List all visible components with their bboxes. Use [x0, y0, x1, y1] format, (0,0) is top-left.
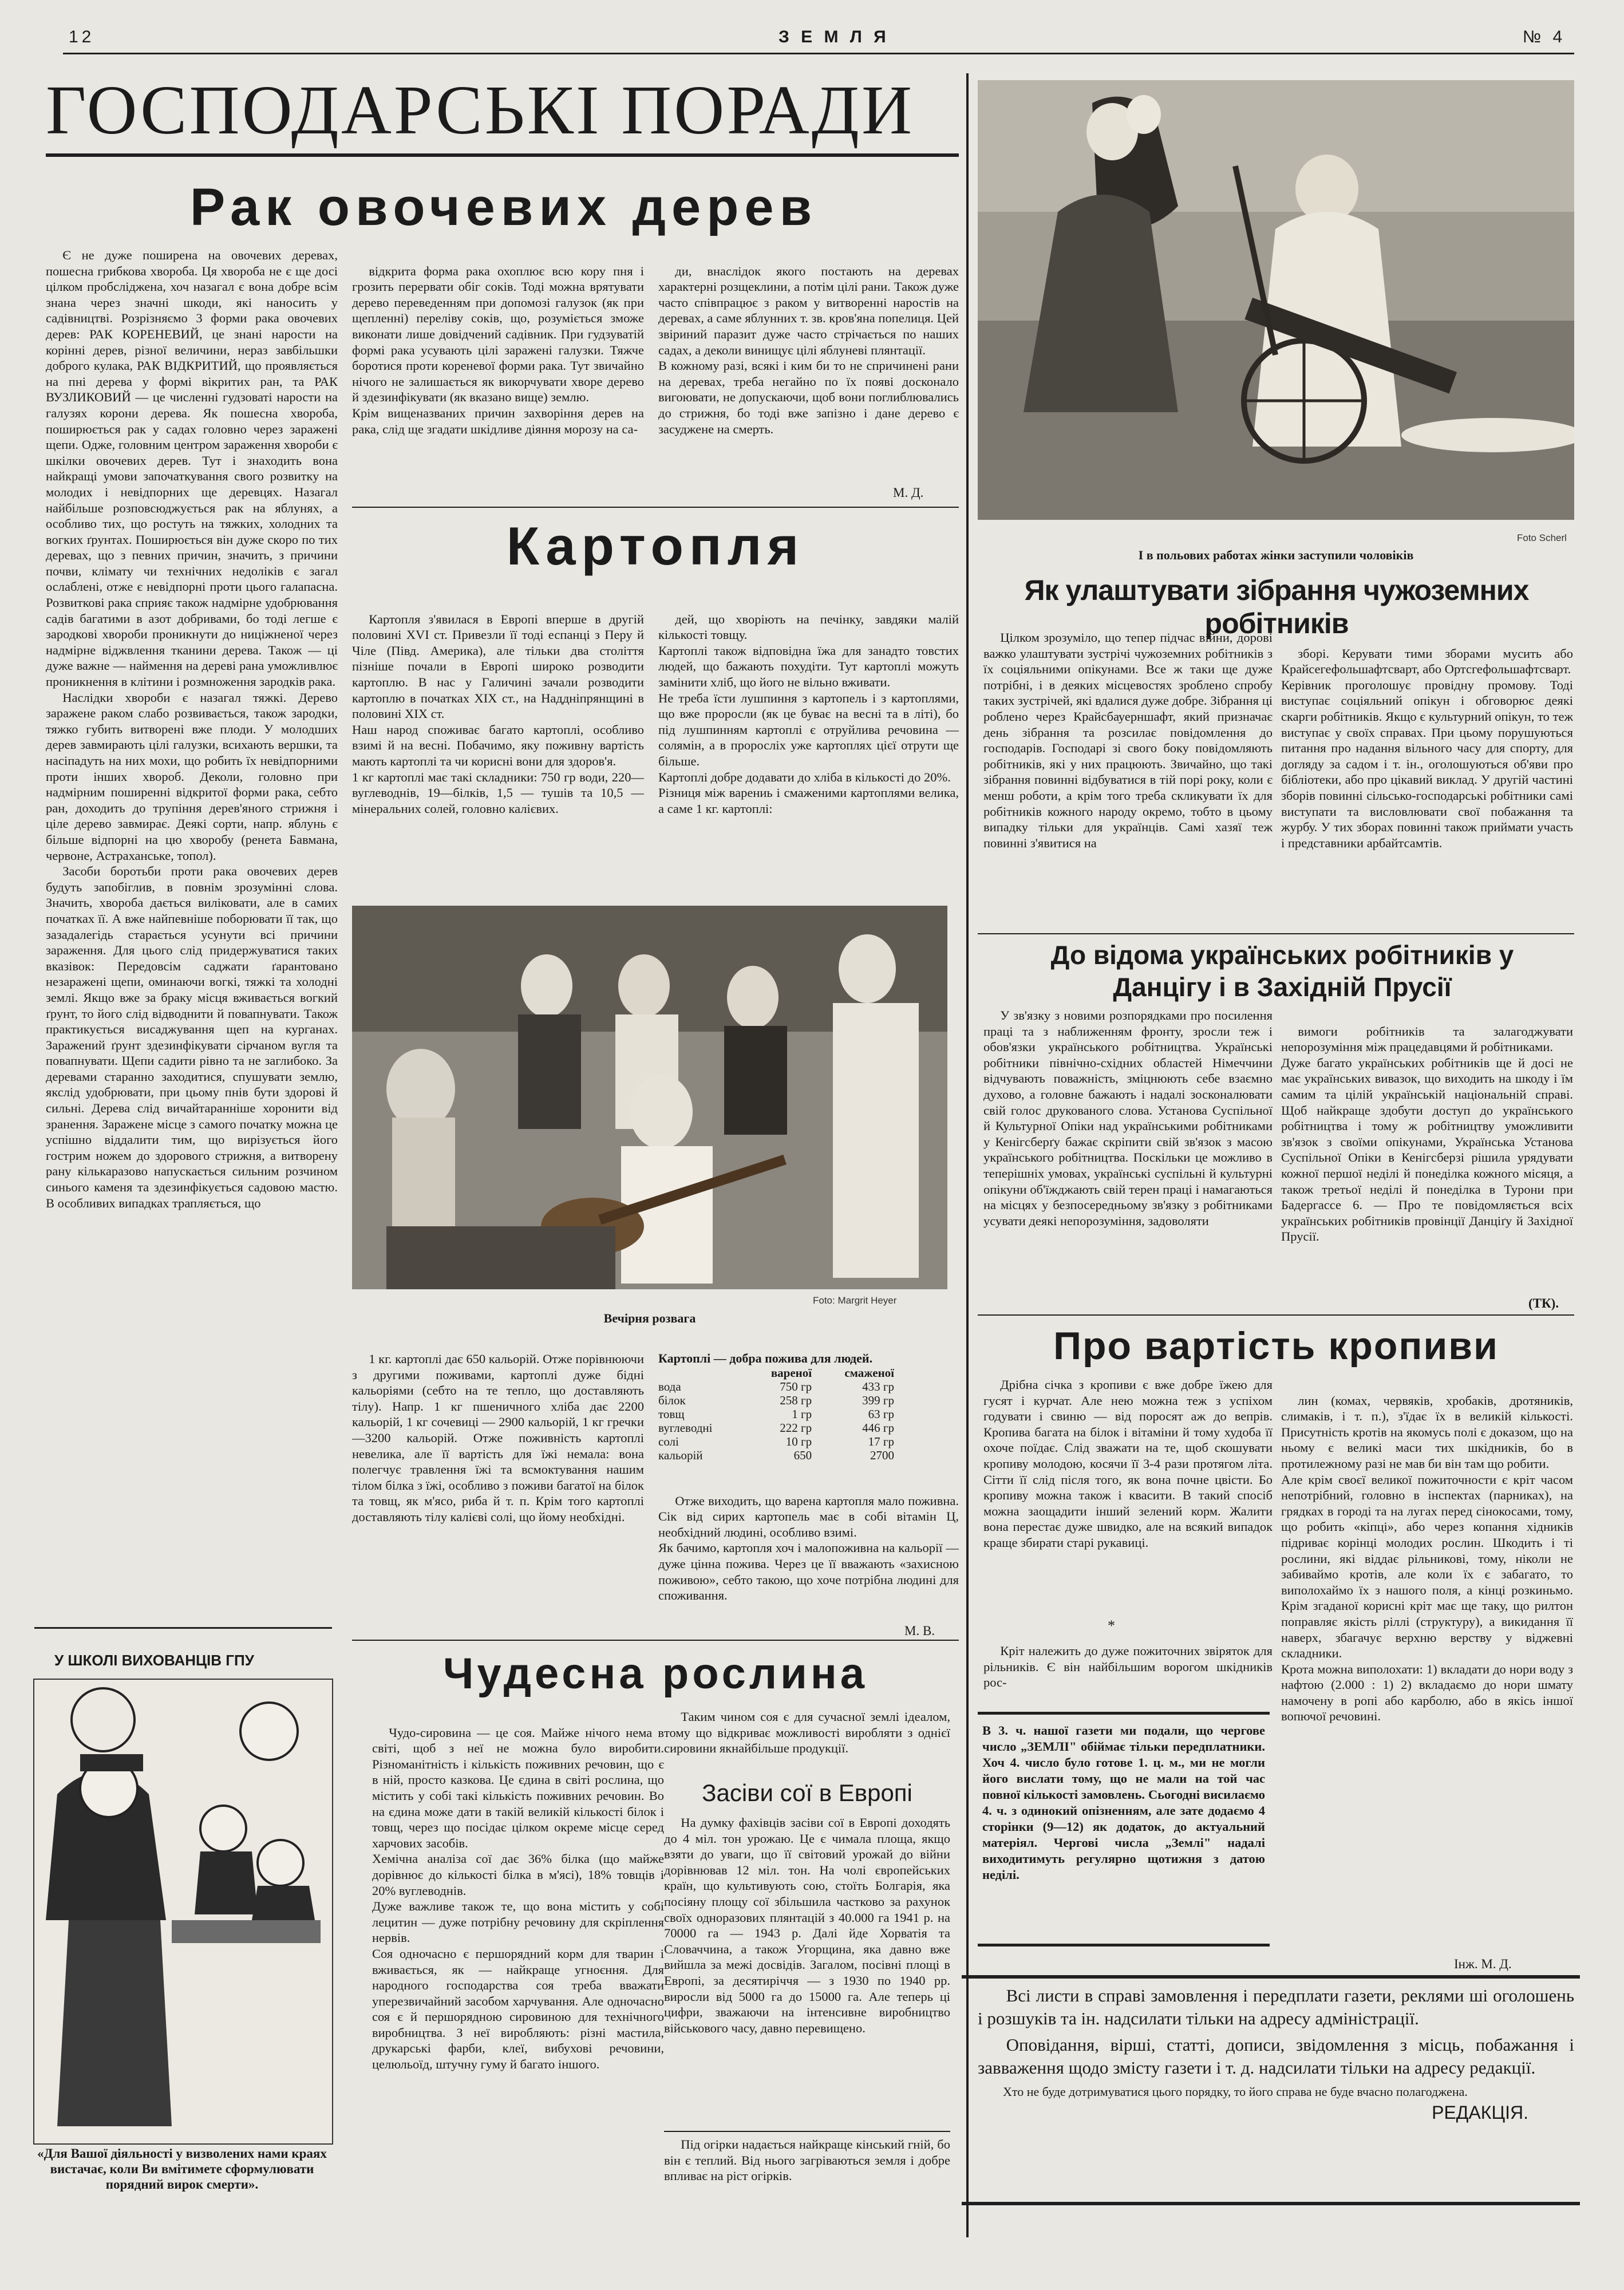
- star-separator: *: [1108, 1617, 1115, 1634]
- rak-bottom-rule: [34, 1627, 332, 1629]
- kropyva-col1-text: Дрібна січка з кропиви є вже добрe їжею для гусят і курчат. Але нею можна теж з успіхом годувати і свиню — від поросят аж до вепрів. Кропива багата на білок і вітаміни й тому худоба її охоче поїдає. Слід зважати на те, щоб скошувати кропиву молодою, косячи її 3-4 рази протягом літа. Сітти її слід після того, як вона почне цвісти. Бо кропиву можна також і квасити. В такий спосіб можна заощадити інший зелений корм. Жалити вона перестає дуже швидко, але на всякий випадок краще збирати старі рукавиці.: [983, 1377, 1273, 1550]
- chudesna-col2-text: Таким чином соя є для сучасної землі ідеалом, тому що відкриває можливості виробляти з однієї сировини якнайбільше продукції.: [664, 1709, 950, 1756]
- kartoplia-col4-text: Отже виходить, що варена картопля мало поживна. Сік від сирих картопель має в собі вітамін Ц, необхідний людині, особливо взимі. Як бачимо, картопля хоч і малопоживна на кальорії — дуже цінна пожива. Через це її вважають «захисною поживою», себто такою, що хоче потрібна людині для споживання.: [658, 1493, 959, 1603]
- header-rule: [63, 53, 1574, 54]
- editorial-p1: Всі листи в справі замовлення і передплати газети, реклями ші оголошень і розшуків та ін. надсилати тільки на адресу адміністрації.: [978, 1985, 1574, 2028]
- rak-col1-p1: Є не дуже поширена на овочевих деревах, пошесна грибкова хвороба. Ця хвороба не є ще досі цілком пробслiджена, хоч назагал є вона добре всім знана через значні шкоди, які наносить у садівництві. Розрізняємо 3 форми рака овочевих дерев: РАК КОРЕНЕВИЙ, це знані нарости на корінні дерев, різної величини, нераз завбільшки доброго кулака, РАК ВІДКРИТИЙ, що проявляється на пні дерева у формі вікритих ран, та РАК ВУЗЛИКОВИЙ — це численні гудзоваті нарости на галузях корони дерева. Як пошесна хвороба, поширюється рак у садах головно через заражені щепи. Одже, головним центром зараження хвороби є шкілки овочевих дерев. Тут і знаходить вона найкращі умови започаткування свого розвитку на молодих і невідпорних ще деревцях. Назагал найбільше розповсюджується рак на яблунях, а особливо тих, що ростуть на тяжких, холодних та вогких ґрунтах. Поширюється він дуже скоро по тих деревах, що з певних причин, значить, з причини почви, клімату чи технічних недоліків є загал ослаблені, отже є невідпорні проти цього галапасна. Розвиткові рака сприяє також надмірне удобрювання садів багатими в азот добривами, бо тоді легше є зародкові хвороби проникнути до ниціжненої через надмірне віджвлення тканини дерева. Також — ці дуже важне — наймення на дереві рана уможливлює проникнення в клітини і розмноження зародків рака.: [46, 248, 338, 689]
- dovidoma-col1: [983, 1008, 1273, 1311]
- kropyva-signature: Інж. М. Д.: [1454, 1957, 1512, 1971]
- nutrition-table-header: [658, 1366, 899, 1380]
- chudesna-col2: [664, 1709, 950, 1783]
- column-divider: [966, 73, 969, 2237]
- chudesna-col1-text: Чудо-сировина — це соя. Майже нічого нема в світі, щоб з неї не можна було виробити. Різноманітність і кількість поживних речовин, що є в ній, просто казкова. Це єдина в світі рослина, що містить у собі такі кількість поживних речовин. Во на єдина може дати в такій великій кількості білок і товщ, через що посідає цілком окреме місце серед харчових засобів. Хемічна аналіза сої дає 36% білка (що майже дорівнює до кількості білка в м'ясі), 18% товщів і 20% вуглеводнів. Дуже важливе також те, що вона містить у собі лецитин — дуже потрібну речовину для скріплення нервів. Соя одночасно є першорядний корм для тварин і вживається, як — найкраще угноєння. Для народного господарства соя треба вважати уперезвичайний засобом харчування. Але одночасно соя є й першорядною сировиною для технічного виробництва. З неї виробляють: різні мастила, друкарські фарби, клеї, вибухові речовини, целюльоїд, штучну гуму й багато іншого.: [372, 1725, 664, 2072]
- robitnyky-col2-text: зборі. Керувати тими зборами мусить або Крайсегефольшафтсварт, або Ортсгефольшафтсварт. Керівник проголошує провідну промову. Тоді виступає соціяльний опікун і обговорює деякі скарги робітників. Якщо є культурний опікун, то теж виступає у своїх справах. При цьому порушуються питання про надання вільного часу для спорту, для догляду за садом і т. ін., оголошуються об'яви про бібліотеки, або про цікавий виклад. У другій частині зборів повинні сільсько-господарські робітники самі виступати та висловлювати свої побажання та журбу. У тих зборах повинні також приймати участь і представники арбайтсамтів.: [1281, 646, 1573, 850]
- chudesna-col2b: [664, 1815, 950, 2129]
- editorial-bottom-rule: [962, 2202, 1580, 2205]
- nutrition-cell: 2700: [870, 1448, 894, 1462]
- chudesna-col2c: [664, 2137, 950, 2200]
- nutrition-cell: 258 гр: [780, 1393, 812, 1407]
- chudesna-col2c-text: Під огірки надається найкраще кінський гній, бо він є теплий. Від нього загріваються земля і добре впливає на ріст огірків.: [664, 2137, 950, 2184]
- nutrition-cell: 446 гр: [862, 1421, 894, 1435]
- notice-text: В 3. ч. нашої газети ми подали, що чергове число „ЗЕМЛІ" обіймає тільки передплатники. Хоч 4. число було готове 1. ц. м., ми не могли його вислати тому, що не мали на той час повної кількості замовлень. Сьогодні висилаємо 4. ч. з одинокий опізненням, але зате додаємо 4 сторінки (9—12) як додаток, до актуальний матеріял. Чергові числа „Землі" надалі виходитимуть регулярно щотижня з датою неділі.: [982, 1723, 1265, 1882]
- robitnyky-col1: [983, 630, 1273, 933]
- nutrition-row: [658, 1393, 899, 1407]
- nutrition-table: [658, 1366, 899, 1462]
- nutrition-row: [658, 1380, 899, 1393]
- kartoplia-col4: [658, 1477, 959, 1620]
- dovidoma-title: До відома українських робітників у Данцігу і в Західній Прусії: [1050, 940, 1514, 1002]
- nutrition-cell: 1 гр: [792, 1407, 812, 1421]
- editorial-signature: РЕДАКЦІЯ.: [1432, 2102, 1528, 2123]
- kropyva-col2-text: лин (комах, червяків, хробаків, дротяників, слимаків, і т. п.), з'їдає їх в великій кількості. Присутність кротів на якомусь полі є доказом, що на ньому є великі маси тих шкідників, бо в протилежному разі не мав би він там що робити. Але крім своєї великої пожиточности є кріт часом непотрібний, головно в інспектах (парниках), на грядках в городі та на лугах перед сінокосами, тому, що робить «кіпці», або через копання хідників підриває корінці молодих рослин. Шкодить і ті рослини, які віддає рільникові, тому, ніколи не забиваймо кротів, але коли їх є забагато, то виполохаймо їх з нашого поля, а кінці розкиньмо. Крім згаданої корисні кріт має ще таку, що рилтон поправляє якість ріллі (структуру), а викидання її наверх, збагачує верхню верству у віджевні складники. Крота можна виполохати: 1) вкладати до нори воду з нафтою (2.000 : 1) 2) вкладаємо до нори шмату намочену в ропі або карболю, або в якісь іншої вопючої речовині.: [1281, 1393, 1573, 1724]
- editorial-block: [978, 1984, 1574, 2202]
- paper-title: З Е М Л Я: [779, 27, 890, 46]
- cartoon-caption: «Для Вашої діяльності у визволених нами краях вистачає, коли Ви вмітимете сформулювати порядний вирок смерти».: [37, 2146, 327, 2192]
- evening-photo-credit: Foto: Margrit Heyer: [813, 1295, 897, 1306]
- chudesna-col1: [372, 1709, 664, 2238]
- field-photo-caption: І в польових работах жінки заступили чоловіків: [1138, 548, 1414, 562]
- rak-end-rule: [352, 507, 959, 508]
- nutrition-cell: солі: [658, 1435, 679, 1448]
- soy-subtitle: Засіви сої в Европі: [702, 1779, 912, 1806]
- editorial-top-rule: [962, 1975, 1580, 1979]
- nutrition-cell: 750 гр: [780, 1380, 812, 1393]
- field-photo-credit: Foto Scherl: [1517, 532, 1567, 543]
- rak-col1: [46, 247, 338, 1617]
- nutrition-cell: 650: [793, 1448, 812, 1462]
- rak-title: Рак овочевих дерев: [189, 178, 818, 236]
- issue-number: № 4: [1523, 27, 1566, 46]
- section-title: ГОСПОДАРСЬКІ ПОРАДИ: [46, 72, 915, 149]
- field-photo-image: [978, 80, 1574, 520]
- editorial-p2: Оповідання, вірші, статті, дописи, звідомлення з місць, побажання і завваження щодо змісту газети і т. д. надсилати тільки на адресу редакції.: [978, 2035, 1574, 2078]
- nutrition-header-cell: смаженої: [844, 1366, 894, 1380]
- nutrition-row: [658, 1407, 899, 1421]
- notice-box: [978, 1712, 1270, 1946]
- kartoplia-col1-text: Картопля з'явилася в Европі вперше в другій половині XVI ст. Привезли її тоді еспанці з Перу й Чіле (Півд. Америка), але тільки два століття пізніше почали в Европі широко розводити картоплю. В нас у Галичині зачали розводити картоплю в початках XIX ст., на Наддніпрянщині в половині XIX ст. Наш народ споживає багато картоплі, особливо взимі й на весні. Побачимо, яку поживну вартість мають картоплі та чи корисні вони для здоров'я. 1 кг картоплі має такі складники: 750 гр води, 220—вуглеводнів, 19—білків, 1,5 — тушів та 10,5 — мінеральних солей, головно калієвих.: [352, 611, 644, 816]
- kropyva-mid-text: Кріт належить до дуже пожиточних звіряток для рільників. Є він найбільшим ворогом шкідників рос-: [983, 1644, 1273, 1690]
- rak-col2: [352, 247, 644, 502]
- chudesna-top-rule: [352, 1640, 959, 1641]
- section-rule: [46, 153, 959, 157]
- evening-photo-image: [352, 906, 947, 1289]
- rak-signature: М. Д.: [893, 485, 924, 500]
- kartoplia-col2-text: дей, що хворіють на печінку, завдяки малій кількості товщу. Картоплі також відповідна їжа для занадто товстих людей, що бажають похудіти. Тут картоплі можуть замінити хліб, що його не вільно вживати. Не треба їсти лушпиння з картопель і з картоплями, що вже проросли (як це буває на весні та в літі), бо під лушпинням картоплі є отруйлива речовина — солямін, а в проросліх уже картоплях цієї отрути ще більше. Картоплі добре додавати до хліба в кількості до 20%. Різниця між варениь і смаженими картоплями велика, а саме 1 кг. картоплі:: [658, 611, 959, 816]
- cartoon-image: [33, 1679, 333, 2145]
- chudesna-title: Чудесна рослина: [442, 1649, 868, 1698]
- dovidoma-signature: (ТК).: [1528, 1296, 1559, 1310]
- cartoon-title: У ШКОЛІ ВИХОВАНЦІВ ГПУ: [54, 1652, 254, 1669]
- rak-col3: [658, 247, 959, 502]
- nutrition-cell: білок: [658, 1393, 686, 1407]
- chudesna-col2b-text: На думку фахівців засіви сої в Европі доходять до 4 міл. тон урожаю. Це є чимала площа, якщо взяти до уваги, що її світовий урожай до війни дорівнював 12 міл. тон. На чолі європейських країн, що культивують сою, стоїть Болгарія, яка посіяну площу сої збільшила частково за рахунок своїх одноразових плянтацій з 40.000 га 1941 р. на 70000 га — 1943 р. Далі йде Хорватія та Словаччина, а також Угорщина, яка давно вже вийшла за межі досвідів. Загалом, посівні площі в Европі, за десятиріччя — з 1930 по 1940 рр. виросли від 5000 га до 15000 га. Але теперь ці цифри, зважаючи на інтенсивне виробництво військового часу, давно перевищено.: [664, 1815, 950, 2035]
- robitnyky-col2: [1281, 630, 1573, 933]
- cucumber-rule: [664, 2131, 950, 2132]
- cartoon-drawing: [34, 1680, 332, 2143]
- page-number: 12: [69, 27, 95, 46]
- kartoplia-col3-text: 1 кг. картоплі дає 650 кальорій. Отже порівнюючи з другими поживами, картоплі дуже бідні кальоріями (себто на те тепло, що доставляють тілу). Напр. 1 кг пшеничного хліба дає 2200 кальорій, 1 кг сочевиці — 2900 кальорій, 1 кг гречки—3200 кальорій. Отже поживність картоплі невелика, але її вартість для їжі немала: вона полегчує травлення їжі та всмоктування нашим тілом білка з їжі, особливо з поживи багатої на білок та товщ, як м'ясо, риба й т. п. Крім того картоплі доставляють тілу калієві солі, що йому необхідні.: [352, 1352, 644, 1524]
- dovidoma-col2-text: вимоги робітників та залагоджувати непорозуміння між працедавцями й робітниками. Дуже багато українських робітників ще й досі не має українських вивазок, що виходить на шкоду і їм самим та цілій українській національній справі. Щоб найкраще здобути доступ до українського робітництва і тому ж робітництву уможливити зв'язок з своїми опікунами, Українська Установа Суспільної Опіки в Кенігсберзі рішила урядувати кожної першої неділі й понеділка кожного місяця, а також третьої неділі й понеділка в Турони при Бадергассе 6. — Про те повідомляється всіх українських робітників провінції Данціґу й Західної Прусії.: [1281, 1024, 1573, 1244]
- rak-col3-text: ди, внаслідок якого постають на деревах характерні розщеклини, а потім цілі рани. Також дуже часто співпрацює з раком у витворенні наростів на деревах, а саме яблунних т. зв. кров'яна попелиця. Цей звіриний паразит дуже часто стрічається по наших садах, а деколи винищує цілі яблуневі плянтації. В кожному разі, всякі і ким би то не спричинені рани на деревах, треба негайно по їх появі досконало вигоювати, не допускаючи, щоб вони поглиблювались до стрижня, бо тоді вже запізно і дане дерево є засуджене на смерть.: [658, 263, 959, 436]
- kartoplia-col1: [352, 595, 644, 902]
- field-photo: [978, 80, 1574, 520]
- nutrition-cell: вуглеводні: [658, 1421, 713, 1435]
- kropyva-col1: [983, 1377, 1273, 1617]
- rak-col1-p3: Засоби боротьби проти рака овочевих дерев будуть запобіглив, в повнім зрозумінні слова. Значить, хвороба дається виліковати, але в самих початках її. А вже найпевніше поборювати її так, що зазадалегідь старається усунути всі причини зараження. Для цього слід придержуватися таких вказівок: Передовсім саджати ґарантовано незаражені щепи, оминаючи вогкі, тяжкі та холодні землі. Якщо вже за браку місця вживається вогкий ґрунт, то його слід відводнити й повапнувати. Також практикується висаджування щеп на курганах. Заражений ґрунт здезинфікувати сірчаном вугля та повапнувати. Щепи садити рівно та не заглибоко. За деревами старанно заходитися, спушувати землю, якслід удобрювати, при цьому пнів бути здорові й сильні. Дерева слід вичайтаранніше хоронити від зранення. Заражене місце з самого початку можна це успішно віддалити тим, що вирізується його гострим ножем до здорового стрижня, а витворену рану кількаразово напускається сильним розчином синього каменя та здезинфікується садовою мастю. В особливих випадках трапляється, що: [46, 864, 338, 1210]
- robitnyky-col1-text: Цілком зрозуміло, що тепер підчас війни, дорові важко улаштувати зустрічі чужоземних робітників з їх соціяльними опікунами. Все ж таки ще дуже потрібні, і в деяких місцевостях зроблено спробу таких зустрічей, які вдалися дуже добре. Зібрання ці роблено через Крайсбауерншафт, який призначає день зібрання та розсилає повідомлення до господарів. Господарі зі свого боку повідомляють робітників, які у них працюють. Звичайно, що такі зібрання повинні відбуватися в тій порі року, коли є менш роботи, а крім того треба скликувати їх для робітників кожного народу окремо, тобто в цьому випадку тільки для українців. Самі хазяї теж повинні з'явитися на: [983, 630, 1273, 850]
- nutrition-row: [658, 1448, 899, 1462]
- nutrition-cell: 10 гр: [785, 1435, 812, 1448]
- kropyva-title: Про вартість кропиви: [1053, 1324, 1499, 1368]
- rak-col1-p2: Наслідки хвороби є назагал тяжкі. Дерево заражене раком слабо розвивається, також зародки, тяжко губить витворені вже плоди. У молодших дерев завмирають цілі галузки, всихають вершки, та насіпадуть на них мохи, що робить їх невідпорними проти інших хвороб. Деколи, головно при надмірним поширенні відкритої форми рака, себто ран, доходить до трупіння дерев'яного стрижня і ціле дерево завмирає. Деякі сорти, напр. яблунь є більше відпорні на цю хворобу (ренета Бавмана, червоне, Астраханське, топол).: [46, 690, 338, 863]
- editorial-p3: Хто не буде дотримуватися цього порядку, то його справа не буде вчасно полагоджена.: [1003, 2084, 1468, 2099]
- rak-col2-text: відкрита форма рака охоплює всю кору пня і грозить перервати обіг соків. Тоді можна врятувати дерево переведенням при допомозі галузок (як при щепленні) переліву соків, що, розуміється зможе виконати лише довідчений садівник. При гудзуватій формі рака усувають цілі заражені галузки. Тяжче боротися проти кореневої форми рака. Тут звичайно нічого не залишається як викорчувати хворе дерево й здезинфікувати (як вказано вище) землю. Крім вищеназваних причин захворіння дерев на рака, слід ще згадати шкідливе діяння морозу на са-: [352, 263, 644, 436]
- nutrition-cell: 433 гр: [862, 1380, 894, 1393]
- nutrition-cell: 17 гр: [868, 1435, 894, 1448]
- kartoplia-col2: [658, 595, 959, 902]
- kropyva-col2: [1281, 1377, 1573, 1952]
- nutrition-cell: вода: [658, 1380, 681, 1393]
- nutrition-cell: 399 гр: [862, 1393, 894, 1407]
- kartoplia-col3: [352, 1351, 644, 1637]
- nutrition-cell: кальорій: [658, 1448, 703, 1462]
- nutrition-row: [658, 1435, 899, 1448]
- nutrition-table-block: [658, 1351, 959, 1462]
- nutrition-header-cell: вареної: [770, 1366, 812, 1380]
- nutrition-header-cell: [658, 1366, 748, 1380]
- robitnyky-title: Як улаштувати зібрання чужоземних робітників: [1024, 574, 1529, 639]
- nutrition-cell: 222 гр: [780, 1421, 812, 1435]
- dovidoma-col2: [1281, 1008, 1573, 1311]
- robitnyky-end-rule: [978, 933, 1574, 934]
- kartoplia-title: Картопля: [506, 516, 805, 576]
- nutrition-cell: товщ: [658, 1407, 685, 1421]
- nutrition-table-title: Картоплі — добра пожива для людей.: [658, 1351, 873, 1365]
- nutrition-cell: 63 гр: [868, 1407, 894, 1421]
- dovidoma-col1-text: У зв'язку з новими розпорядками про посилення праці та з наближенням фронту, зросли теж і обов'язки українського робітництва. Українські робітники північно-східних областей Німеччини відчувають поважність, зміцнюють себе взаємно духово, а головне бажають і надалі зосконалювати свій голос друкованого слова. Установа Суспільної й Культурної Опіки над українськими робітниками у Кенігсберґу бажає скріпити свій зв'язок з масою українського робітництва. Поскільки це можливо в теперішніх умовах, українські суспільні й культурні опікуни об'їжджають свій терен праці і намагаються на місцях у безпосередньому зв'язку з робітниками усувати деякі непорозуміння, задоволяти: [983, 1008, 1273, 1228]
- kropyva-mid: [983, 1643, 1273, 1692]
- evening-photo: [352, 906, 947, 1289]
- nutrition-row: [658, 1421, 899, 1435]
- kartoplia-signature: М. В.: [904, 1624, 935, 1638]
- evening-photo-caption: Вечірня розвага: [603, 1311, 696, 1325]
- dovidoma-end-rule: [978, 1314, 1574, 1316]
